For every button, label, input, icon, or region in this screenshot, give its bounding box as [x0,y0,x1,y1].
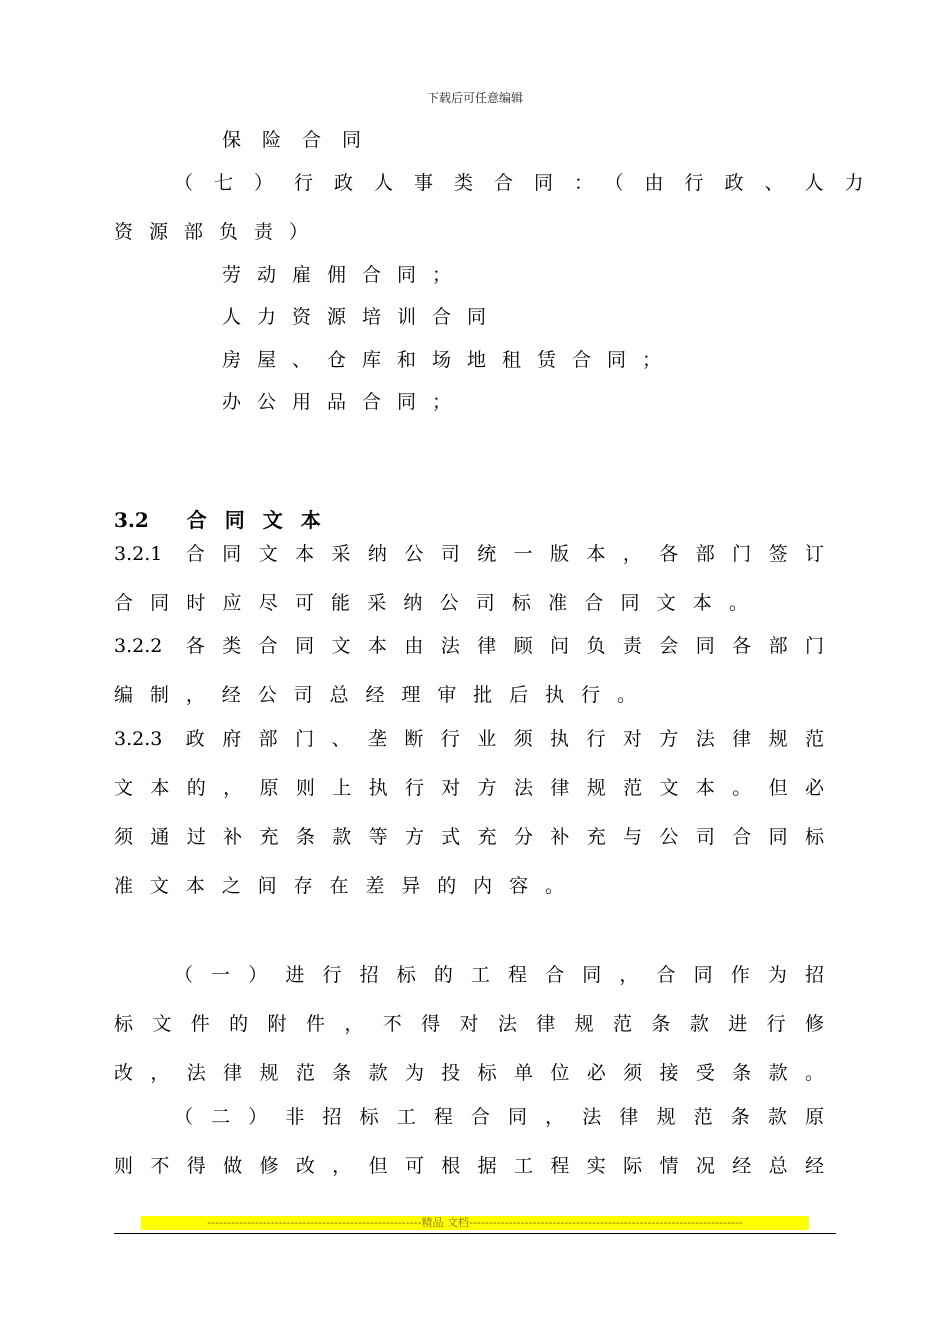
section-title: 合同文本 [186,508,339,532]
text-line: 3.2.1 合同文本采纳公司统一版本，各部门签订 [114,543,824,565]
text-line: 办公用品合同； [222,391,468,413]
text-line: 改，法律规范条款为投标单位必须接受条款。 [114,1062,824,1084]
text-line: （七）行政人事类合同：（由行政、人力 [174,172,885,194]
text-line: 合同时应尽可能采纳公司标准合同文本。 [114,592,748,614]
text-line: 则不得做修改，但可根据工程实际情况经总经 [114,1155,824,1177]
text-line: 准文本之间存在差异的内容。 [114,875,564,897]
text-line: （二）非招标工程合同，法律规范条款原 [174,1106,824,1128]
footer-banner: ------------------------------------------------------精品 文档--------------------------------------------------------------------- [141,1216,809,1230]
text-line: 编制，经公司总经理审批后执行。 [114,684,636,706]
text-line: 文本的，原则上执行对方法律规范文本。但必 [114,777,824,799]
text-line: 保险合同 [222,129,383,151]
section-number: 3.2 [114,508,149,532]
page-header: 下载后可任意编辑 [426,91,523,105]
text-line: 房屋、仓库和场地租赁合同； [222,349,678,371]
section-heading [114,507,339,533]
text-line: 3.2.2 各类合同文本由法律顾问负责会同各部门 [114,635,824,657]
footer-divider [114,1233,836,1234]
text-line: 标文件的附件，不得对法律规范条款进行修 [114,1013,824,1035]
text-line: （一）进行招标的工程合同，合同作为招 [174,964,824,986]
text-line: 3.2.3 政府部门、垄断行业须执行对方法律规范 [114,728,824,750]
text-line: 须通过补充条款等方式充分补充与公司合同标 [114,826,824,848]
text-line: 资源部负责） [114,221,325,243]
text-line: 人力资源培训合同 [222,306,503,328]
text-line: 劳动雇佣合同； [222,264,468,286]
